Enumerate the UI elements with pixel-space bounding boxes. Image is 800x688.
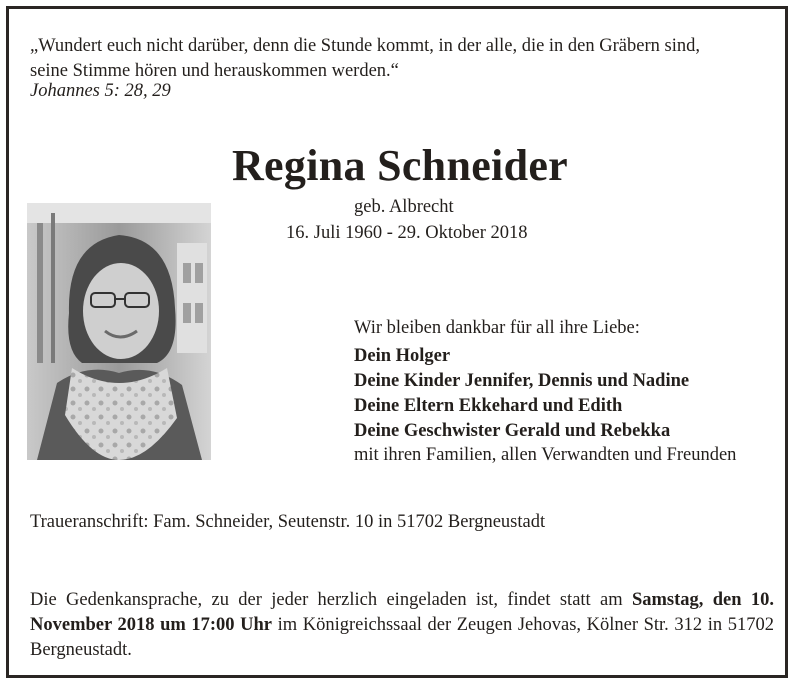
bible-quote: [30, 34, 780, 84]
birth-name: geb. Albrecht: [354, 197, 454, 217]
mourner-line: Deine Kinder Jennifer, Dennis und Nadine: [354, 371, 690, 391]
mourner-line: Dein Holger: [354, 346, 451, 366]
mourner-line: Deine Eltern Ekkehard und Edith: [354, 396, 623, 416]
quote-reference: Johannes 5: 28, 29: [30, 81, 171, 101]
mourner-line: Deine Geschwister Gerald und Rebekka: [354, 421, 671, 441]
speech-date-time: Samstag, den 10. November 2018 um 17:00 Uhr: [30, 590, 774, 635]
speech-text-part-1: Die Gedenkansprache, zu der jeder herzlich eingeladen ist, findet statt am: [30, 590, 632, 610]
mourner-closing: mit ihren Familien, allen Verwandten und Freunden: [354, 445, 737, 465]
memorial-speech-text: [30, 588, 774, 663]
quote-line-1: „Wundert euch nicht darüber, denn die Stunde kommt, in der alle, die in den Gräbern sind,: [30, 36, 700, 56]
speech-text-part-2: im Königreichssaal der Zeugen Jehovas, Kölner Str. 312 in 51702 Bergneustadt.: [30, 615, 774, 660]
mourning-address: Traueranschrift: Fam. Schneider, Seutenstr. 10 in 51702 Bergneustadt: [30, 512, 546, 532]
deceased-name: Regina Schneider: [231, 141, 569, 190]
portrait-photo: [27, 203, 211, 460]
thanks-intro: Wir bleiben dankbar für all ihre Liebe:: [354, 318, 640, 338]
quote-line-2: seine Stimme hören und herauskommen werden.“: [30, 61, 399, 81]
life-dates: 16. Juli 1960 - 29. Oktober 2018: [286, 223, 528, 243]
